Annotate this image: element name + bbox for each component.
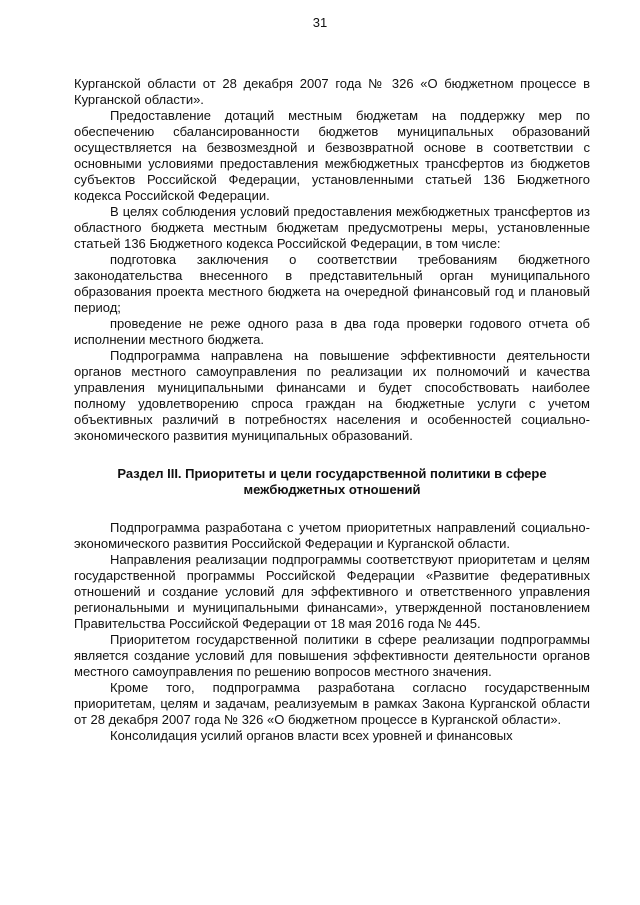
paragraph: Предоставление дотаций местным бюджетам на поддержку мер по обеспечению сбалансированности бюджетов муниципальных образований осуществляется на безвозмездной и безвозвратной основе в соответствии с основными условиями предоставления межбюджетных трансфертов из бюджетов субъектов Российской Федерации, установленными статьей 136 Бюджетного кодекса Российской Федерации.	[74, 108, 590, 203]
list-item: проведение не реже одного раза в два года проверки годового отчета об исполнении местного бюджета.	[74, 316, 590, 347]
paragraph: В целях соблюдения условий предоставления межбюджетных трансфертов из областного бюджета местным бюджетам предусмотрены меры, установленные статьей 136 Бюджетного кодекса Российской Федерации, в том числе:	[74, 204, 590, 251]
document-body	[74, 76, 590, 744]
paragraph: Приоритетом государственной политики в сфере реализации подпрограммы является создание условий для повышения эффективности деятельности органов местного самоуправления по решению вопросов местного значения.	[74, 632, 590, 679]
paragraph: Направления реализации подпрограммы соответствуют приоритетам и целям государственной программы Российской Федерации «Развитие федеративных отношений и создание условий для эффективного и ответственного управления региональными и муниципальными финансами», утвержденной постановлением Правительства Российской Федерации от 18 мая 2016 года № 445.	[74, 552, 590, 631]
paragraph: Подпрограмма направлена на повышение эффективности деятельности органов местного самоуправления по реализации их полномочий и качества управления муниципальными финансами и будет способствовать наиболее полному удовлетворению спроса граждан на бюджетные услуги с учетом объективных различий в потребностях населения и особенностей социально-экономического развития муниципальных образований.	[74, 348, 590, 443]
paragraph: Кроме того, подпрограмма разработана согласно государственным приоритетам, целям и задачам, реализуемым в рамках Закона Курганской области от 28 декабря 2007 года № 326 «О бюджетном процессе в Курганской области».	[74, 680, 590, 727]
paragraph: Консолидация усилий органов власти всех уровней и финансовых	[110, 728, 513, 743]
section-heading: Раздел III. Приоритеты и цели государственной политики в сфере межбюджетных отношений	[117, 466, 547, 497]
paragraph: Подпрограмма разработана с учетом приоритетных направлений социально-экономического развития Российской Федерации и Курганской области.	[74, 520, 590, 551]
page-number: 31	[312, 15, 328, 30]
paragraph: Курганской области от 28 декабря 2007 года № 326 «О бюджетном процессе в Курганской области».	[74, 76, 590, 107]
list-item: подготовка заключения о соответствии требованиям бюджетного законодательства внесенного в представительный орган муниципального образования проекта местного бюджета на очередной финансовый год и плановый период;	[74, 252, 590, 315]
